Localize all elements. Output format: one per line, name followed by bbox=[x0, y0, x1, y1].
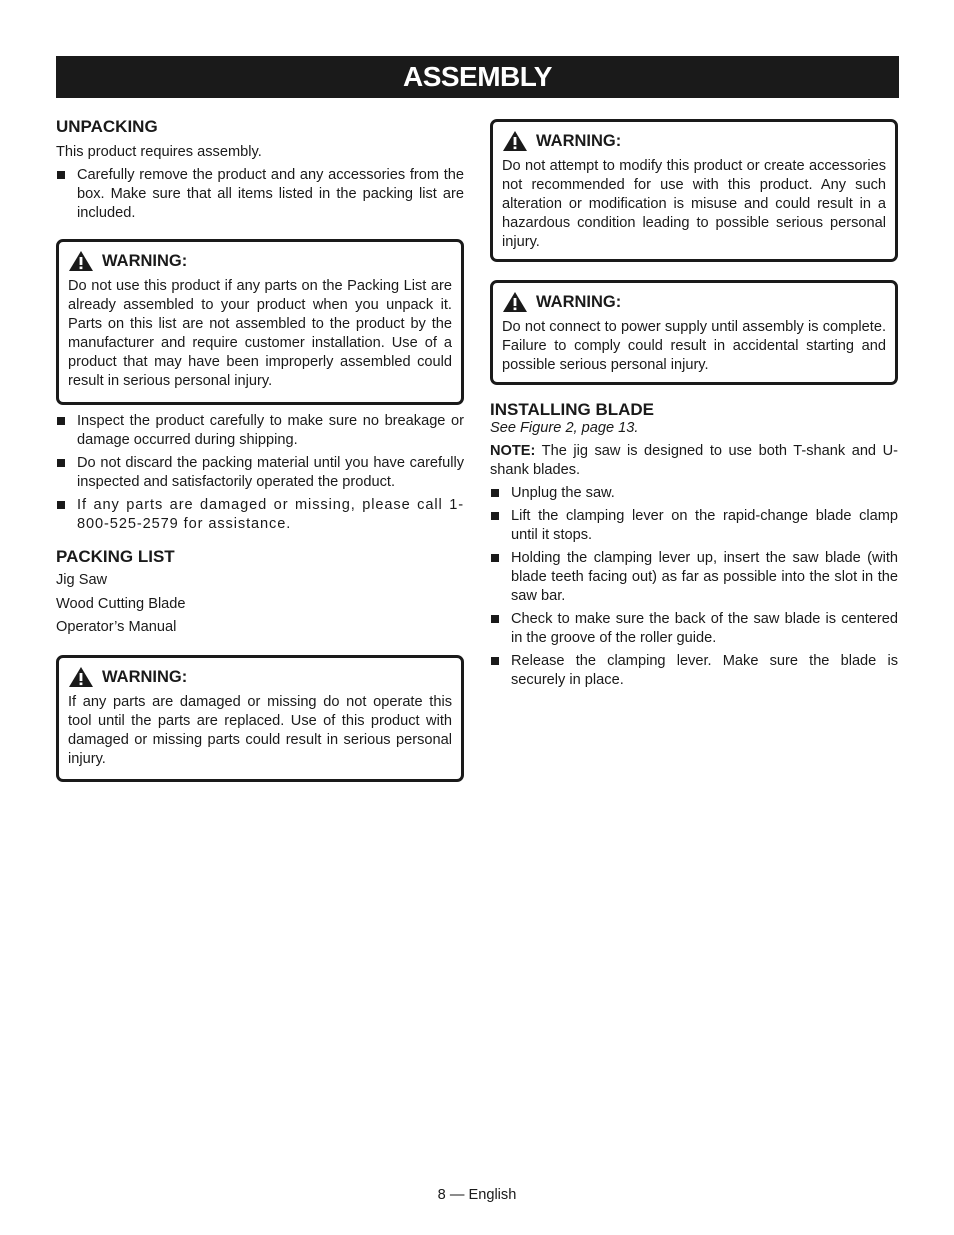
warning-body: Do not attempt to modify this product or create accessories not recommended for use with this product. Any such alteration or modification is misuse and could result in a hazardous condition leading to possible serious personal injury. bbox=[502, 158, 886, 250]
note-text: The jig saw is designed to use both T-shank and U-shank blades. bbox=[490, 443, 898, 478]
inspection-bullets bbox=[56, 412, 464, 534]
installing-blade-heading: INSTALLING BLADE bbox=[490, 400, 655, 419]
warning-box-damaged-parts bbox=[56, 655, 464, 782]
warning-triangle-icon bbox=[502, 130, 528, 152]
square-bullet-icon bbox=[491, 512, 499, 520]
list-item: Check to make sure the back of the saw blade is centered in the groove of the roller guide. bbox=[490, 610, 898, 648]
list-item: Do not discard the packing material until you have carefully inspected and satisfactorily operated the product. bbox=[56, 454, 464, 492]
unpacking-intro: This product requires assembly. bbox=[56, 144, 262, 160]
warning-triangle-icon bbox=[68, 666, 94, 688]
square-bullet-icon bbox=[57, 501, 65, 509]
warning-box-modification bbox=[490, 119, 898, 262]
unpacking-bullets bbox=[56, 166, 464, 223]
list-item: Release the clamping lever. Make sure the blade is securely in place. bbox=[490, 652, 898, 690]
packing-list-item: Operator’s Manual bbox=[56, 619, 177, 635]
warning-title: WARNING: bbox=[536, 131, 622, 150]
warning-title: WARNING: bbox=[102, 251, 188, 270]
page-footer bbox=[0, 1187, 954, 1203]
left-column bbox=[56, 116, 464, 782]
warning-triangle-icon bbox=[68, 250, 94, 272]
list-item: Carefully remove the product and any accessories from the box. Make sure that all items listed in the packing list are included. bbox=[56, 166, 464, 223]
warning-box-packing-list bbox=[56, 239, 464, 405]
right-column bbox=[490, 119, 898, 694]
warning-body: Do not connect to power supply until assembly is complete. Failure to comply could result in accidental starting and possible serious personal injury. bbox=[502, 319, 886, 373]
square-bullet-icon bbox=[57, 171, 65, 179]
list-item: Holding the clamping lever up, insert the saw blade (with blade teeth facing out) as far as possible into the slot in the saw bar. bbox=[490, 549, 898, 606]
warning-title: WARNING: bbox=[536, 292, 622, 311]
banner-title: ASSEMBLY bbox=[402, 61, 552, 92]
warning-body: If any parts are damaged or missing do not operate this tool until the parts are replaced. Use of this product with damaged or missing parts could result in serious personal injury. bbox=[68, 694, 452, 767]
warning-body: Do not use this product if any parts on the Packing List are already assembled to your product when you unpack it. Parts on this list are not assembled to the product by the manufacturer and require customer installation. Use of a product that may have been improperly assembled could result in serious personal injury. bbox=[68, 278, 452, 389]
list-item: If any parts are damaged or missing, please call 1-800-525-2579 for assistance. bbox=[56, 496, 464, 534]
warning-triangle-icon bbox=[502, 291, 528, 313]
square-bullet-icon bbox=[491, 615, 499, 623]
packing-list-heading: PACKING LIST bbox=[56, 547, 175, 566]
section-banner bbox=[56, 56, 899, 98]
warning-header bbox=[502, 290, 886, 314]
list-item: Inspect the product carefully to make sure no breakage or damage occurred during shipping. bbox=[56, 412, 464, 450]
blade-note bbox=[490, 442, 898, 480]
list-item: Lift the clamping lever on the rapid-change blade clamp until it stops. bbox=[490, 507, 898, 545]
note-label: NOTE: bbox=[490, 443, 536, 459]
square-bullet-icon bbox=[57, 459, 65, 467]
warning-header bbox=[68, 249, 452, 273]
warning-header bbox=[68, 665, 452, 689]
square-bullet-icon bbox=[491, 657, 499, 665]
list-item: Unplug the saw. bbox=[490, 484, 898, 503]
square-bullet-icon bbox=[491, 489, 499, 497]
figure-reference: See Figure 2, page 13. bbox=[490, 420, 639, 436]
packing-list-item: Jig Saw bbox=[56, 572, 108, 588]
page-number: 8 — English bbox=[437, 1187, 517, 1203]
packing-list-item: Wood Cutting Blade bbox=[56, 596, 186, 612]
installing-bullets bbox=[490, 484, 898, 690]
warning-box-power-supply bbox=[490, 280, 898, 385]
square-bullet-icon bbox=[491, 554, 499, 562]
square-bullet-icon bbox=[57, 417, 65, 425]
warning-header bbox=[502, 129, 886, 153]
warning-title: WARNING: bbox=[102, 667, 188, 686]
unpacking-heading: UNPACKING bbox=[56, 117, 158, 136]
